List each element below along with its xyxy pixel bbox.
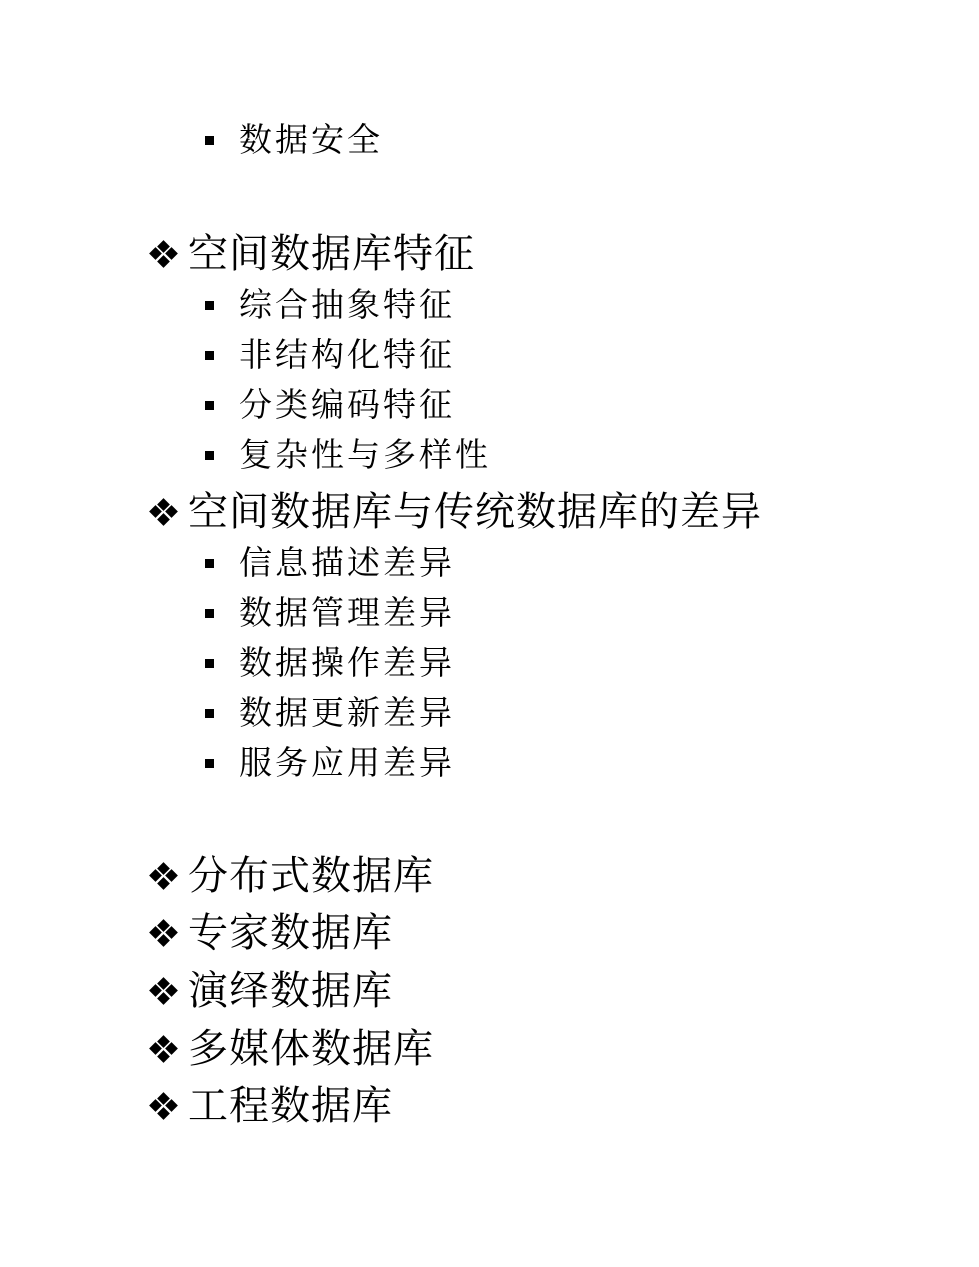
list-item-text: 服务应用差异	[239, 743, 455, 782]
list-item-text: 数据更新差异	[239, 693, 455, 732]
square-bullet-icon	[205, 659, 214, 668]
list-heading	[148, 229, 475, 279]
list-item	[205, 642, 455, 684]
list-item-text: 信息描述差异	[239, 543, 455, 582]
diamond-bullet-icon	[148, 239, 188, 269]
square-bullet-icon	[205, 301, 214, 310]
list-heading-text: 演绎数据库	[188, 968, 393, 1014]
list-heading	[148, 966, 393, 1016]
list-heading-text: 专家数据库	[188, 910, 393, 956]
list-heading-text: 多媒体数据库	[188, 1026, 434, 1072]
list-heading-text: 空间数据库与传统数据库的差异	[188, 489, 762, 535]
list-heading-text: 空间数据库特征	[188, 231, 475, 277]
list-item-text: 数据管理差异	[239, 593, 455, 632]
list-heading-text: 分布式数据库	[188, 853, 434, 899]
diamond-bullet-icon	[148, 918, 188, 948]
square-bullet-icon	[205, 709, 214, 718]
list-item-text: 数据安全	[239, 120, 383, 159]
list-item	[205, 542, 455, 584]
diamond-bullet-icon	[148, 1034, 188, 1064]
diamond-bullet-icon	[148, 497, 188, 527]
square-bullet-icon	[205, 609, 214, 618]
square-bullet-icon	[205, 401, 214, 410]
square-bullet-icon	[205, 351, 214, 360]
square-bullet-icon	[205, 759, 214, 768]
square-bullet-icon	[205, 559, 214, 568]
square-bullet-icon	[205, 451, 214, 460]
list-item-text: 复杂性与多样性	[239, 435, 491, 474]
list-item-text: 非结构化特征	[239, 335, 455, 374]
list-item-text: 数据操作差异	[239, 643, 455, 682]
list-item-text: 综合抽象特征	[239, 285, 455, 324]
diamond-bullet-icon	[148, 976, 188, 1006]
list-item	[205, 284, 455, 326]
list-item	[205, 592, 455, 634]
list-item	[205, 384, 455, 426]
list-item	[205, 692, 455, 734]
list-heading	[148, 1024, 434, 1074]
list-item-text: 分类编码特征	[239, 385, 455, 424]
list-heading	[148, 1081, 393, 1131]
list-heading	[148, 851, 434, 901]
list-item	[205, 334, 455, 376]
list-heading-text: 工程数据库	[188, 1083, 393, 1129]
list-item	[205, 434, 491, 476]
diamond-bullet-icon	[148, 1091, 188, 1121]
square-bullet-icon	[205, 136, 214, 145]
list-item	[205, 742, 455, 784]
list-heading	[148, 487, 762, 537]
diamond-bullet-icon	[148, 861, 188, 891]
list-heading	[148, 908, 393, 958]
list-item	[205, 119, 383, 161]
